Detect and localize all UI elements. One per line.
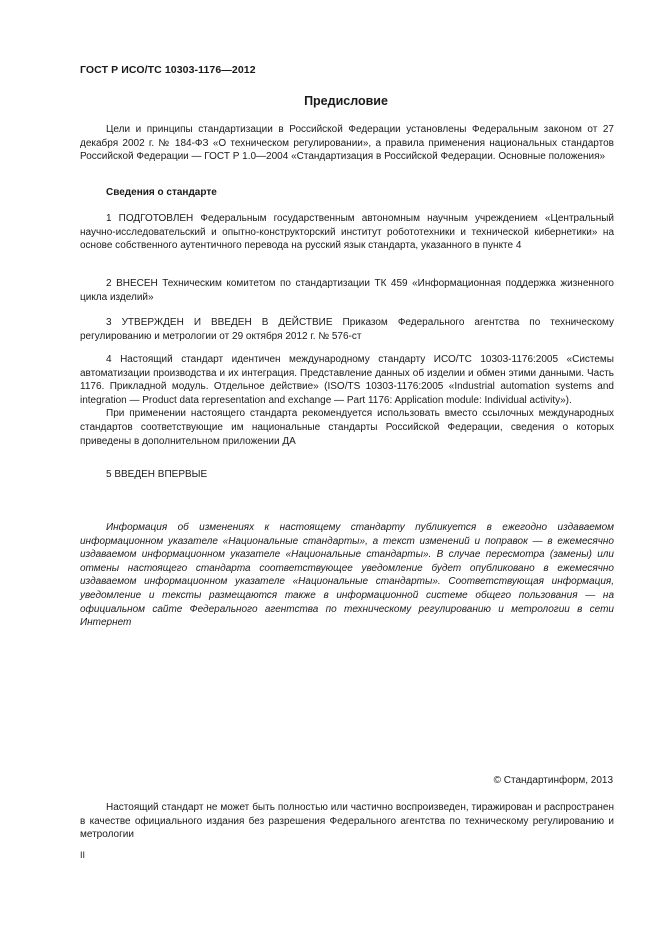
page-title: Предисловие [304,94,388,108]
item-1-prepared: 1 ПОДГОТОВЛЕН Федеральным государственным автономным научным учреждением «Центральный научно-исследовательский и опытно-конструкторский институт робототехники и технической кибернетики» на основе собственного аутентичного перевода на русский язык стандарта, указанного в пункте 4 [80,213,614,252]
item-4-identical [80,353,614,448]
standard-info-heading: Сведения о стандарте [106,187,217,198]
item-4-text: 4 Настоящий стандарт идентичен международному стандарту ИСО/ТС 10303-1176:2005 «Системы автоматизации производства и их интеграция. Представление данных об изделии и обмен этими данными. Часть 1176. Прикладной модуль. Отдельное действие» (ISO/TS 10303-1176:2005 «Industrial automation systems and integration — Product data representation and exchange — Part 1176: Application module: Individual activity»). [80,354,614,406]
changes-info-notice: Информация об изменениях к настоящему стандарту публикуется в ежегодно издаваемом информационном указателе «Национальные стандарты», а текст изменений и поправок — в ежемесячно издаваемом информационном указателе «Национальные стандарты». В случае пересмотра (замены) или отмены настоящего стандарта соответствующее уведомление будет опубликовано в ежемесячно издаваемом информационном указателе «Национальные стандарты». Соответствующая информация, уведомление и тексты размещаются также в информационной системе общего пользования — на официальном сайте Федерального агентства по техническому регулированию и метрологии в сети Интернет [80,522,614,629]
item-4-note: При применении настоящего стандарта рекомендуется использовать вместо ссылочных международных стандартов соответствующие им национальные стандарты Российской Федерации, сведения о которых приведены в дополнительном приложении ДА [80,408,614,447]
copyright-line: © Стандартинформ, 2013 [493,775,613,786]
item-3-approved: 3 УТВЕРЖДЕН И ВВЕДЕН В ДЕЙСТВИЕ Приказом Федерального агентства по техническому регулированию и метрологии от 29 октября 2012 г. № 576-ст [80,317,614,342]
page-number: II [80,850,86,860]
document-designation: ГОСТ Р ИСО/ТС 10303-1176—2012 [80,64,256,76]
intro-paragraph: Цели и принципы стандартизации в Российской Федерации установлены Федеральным законом от 27 декабря 2002 г. № 184-ФЗ «О техническом регулировании», а правила применения национальных стандартов Российской Федерации — ГОСТ Р 1.0—2004 «Стандартизация в Российской Федерации. Основные положения» [80,124,614,163]
item-2-submitted: 2 ВНЕСЕН Техническим комитетом по стандартизации ТК 459 «Информационная поддержка жизненного цикла изделий» [80,278,614,303]
item-5-introduced: 5 ВВЕДЕН ВПЕРВЫЕ [106,469,208,480]
reproduction-notice: Настоящий стандарт не может быть полностью или частично воспроизведен, тиражирован и распространен в качестве официального издания без разрешения Федерального агентства по техническому регулированию и метрологии [80,802,614,841]
